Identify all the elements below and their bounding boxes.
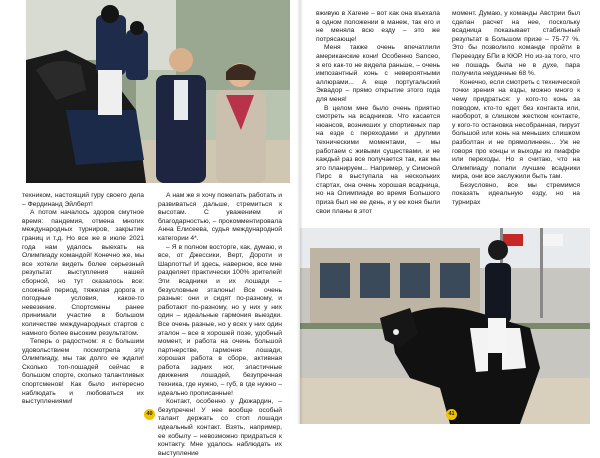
paragraph: Теперь о радостном: я с большим удовольствием посмотрела эту Олимпиаду, мы так долго ее ждали! Сколько топ-лошадей сейчас в большом спорте, сколько талантливых спортсменов! Как было интересно наблюдать и любоваться их выступлениями! <box>22 338 144 406</box>
paragraph: Контакт, особенно у Дюжардин, – безупречен! У нее вообще особый талант держать со стоп лошади идеальный контакт. Взять, например, ее кобылу – невозможно придраться к контакту. Мне удалось наблюдать их выступление <box>158 398 282 457</box>
paragraph: техником, настоящий гуру своего дела – Фердинанд Эйлберт! <box>22 192 144 208</box>
team-photo <box>26 0 290 183</box>
left-page <box>0 0 300 457</box>
paragraph: вживую в Хагене – вот как она въехала в одном положении в манеж, так его и не меняла всю езду – это же потрясающе! <box>316 10 440 43</box>
paragraph: момент. Думаю, у команды Австрии был сделан расчет на нее, поскольку всадница показывает стабильный результат в Большом призе – 75-77 %. Это бы позволило команде пройти в Переездку БПи в КЮР. Но из-за того, что не пошадь была не в духе, пара получила неудачные 68 %. <box>452 10 580 78</box>
paragraph: – Я в полном восторге, как, думаю, и все, от Джессики, Верт, Дороти и Шарлотты! И здесь, наверное, все мне разделяет практически 100% зрителей! Эти всадники и их лошади – безусловные эталоны! Все очень разные: они и сидят по-разному, и работают по-разному, но у них у них один – идеальные гармония выездки. Все очень разные, но у всех у них один эталон – все в хорошей позе, удобный момент, и работа на очень большой партнерстве, гармония лошади, хорошая работа в сборе, активная работа задних ног, эластичные движения лошадей, безупречная техника, где нужно, – губ, в где нужно – идеально прописанные! <box>158 243 282 397</box>
paragraph: Меня также очень впечатлили американские кони! Особенно Sanceo, я его как-то не видела раньше, – очень импозантный конь с невероятными аллюрами... А еще португальский Эквадор – прямо открытие этого года для меня! <box>316 44 440 103</box>
left-col-1 <box>22 192 144 407</box>
paragraph: Безусловно, все мы стремимся показать идеальную езду, но на турнирах <box>452 181 580 207</box>
paragraph: А нам же я хочу пожелать работать и развиваться дальше, стремиться к высотам. С уважением и благодарностью, – прокомментировала Анна Елисеева, судья международной категории 4*. <box>158 192 282 242</box>
page-number: 40 <box>144 409 155 420</box>
page-number: 41 <box>446 409 457 420</box>
left-col-2 <box>158 192 282 458</box>
right-col-2 <box>452 10 580 208</box>
right-col-1 <box>316 10 440 216</box>
paragraph: Конечно, если смотреть с технической точки зрения на езды, можно много к чему придраться: у кого-то конь за поводом, кто-то едет без контакта или, наоборот, в слишком жестком контакте, у кого-то остановка несобранная, пируэт большой или конь на меньших слишком разболтан и не прямолинеен... Уж не говоря про концы и выходы из пиаффе или переходы. Но я считаю, что на Олимпиаду попали лучшие всадники мира, они все заслужили быть там. <box>452 78 580 181</box>
right-page <box>300 0 600 424</box>
gutter-shadow <box>297 0 303 424</box>
paragraph: В целом мне было очень приятно смотреть на всадников. Что касается нюансов, возникших у спортивных пар на езде с переходами и другими техническими моментами, – мы работаем с живыми существами, и не каждый раз все получается так, как мы это планируем... Например, у Симоной Пирс в выступала на нескольких стартах, она очень хорошая всадница, но на Олимпиаде во время Большого приза был не ее день, и у ее коня были свои планы в этот <box>316 104 440 215</box>
dressage-photo <box>300 228 590 424</box>
paragraph: А потом началось здоров смутное время: пандемия, отмена многих международных турниров, закрытие границ и т.д. Но все же в июле 2021 года нам удалось выехать на Олимпиаду командой! Конечно же, мы все хотели видеть более серьезный результат выступления нашей сборной, но тут сказалось все: сложный период, тяжелая дорога и погодные условия, какое-то невезение. Спортсмены ранее принимали участие в большом количестве международных стартов с намного более высоким результатом. <box>22 209 144 337</box>
